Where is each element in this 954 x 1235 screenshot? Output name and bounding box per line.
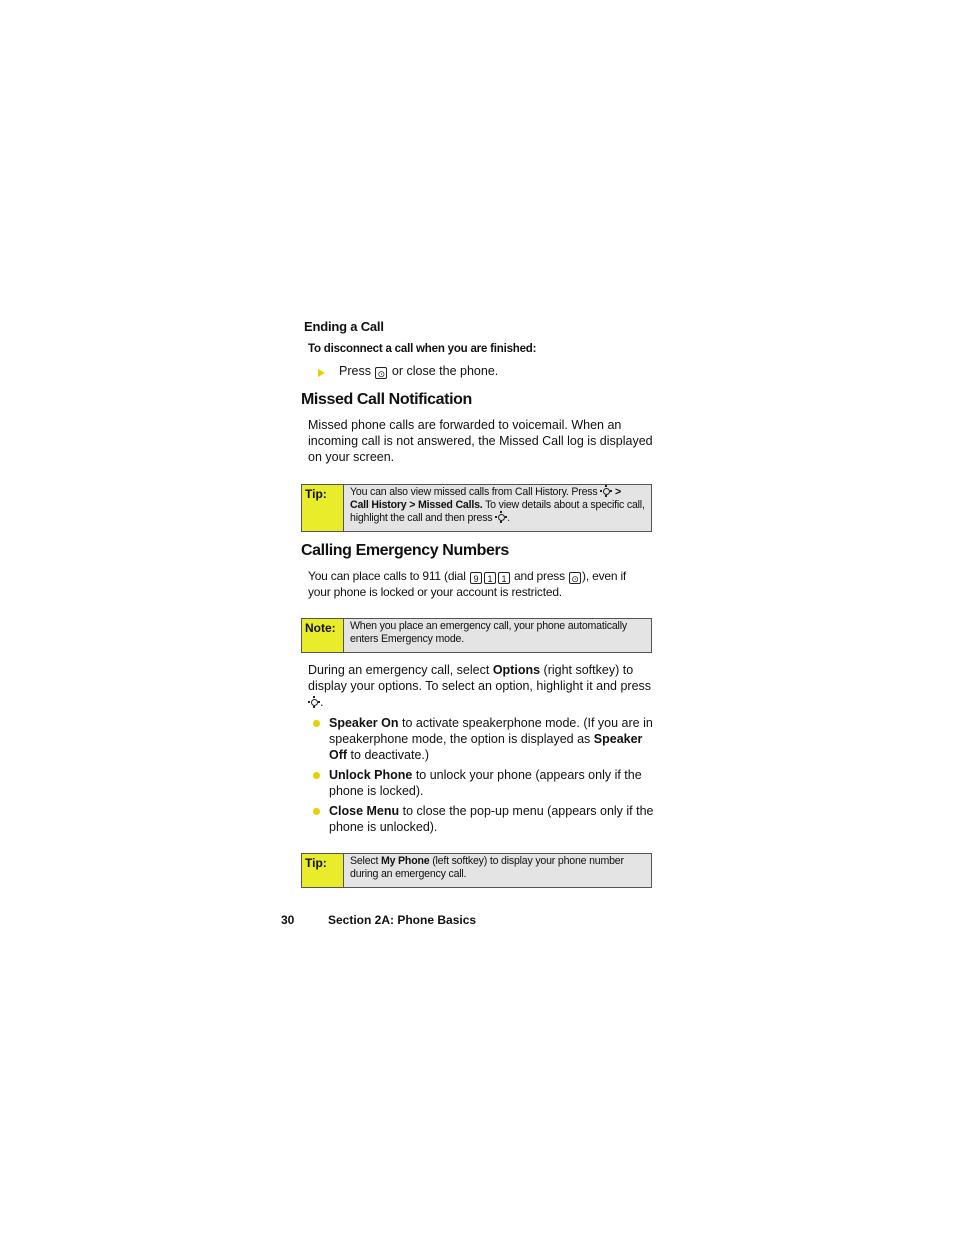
tip-my-phone: My Phone (381, 855, 430, 867)
bullet-text: to activate speakerphone mode. (If you are in speakerphone mode, the option is displayed as (329, 716, 653, 747)
note-content: When you place an emergency call, your phone automatically enters Emergency mode. (344, 619, 651, 652)
tip-call-history: Call History (350, 499, 407, 512)
bullet-icon (313, 772, 320, 779)
bullet-bold: Speaker On (329, 716, 399, 730)
page-number: 30 (281, 913, 295, 927)
key-1-icon: 1 (484, 572, 496, 584)
emergency-heading: Calling Emergency Numbers (301, 542, 509, 559)
missed-call-heading: Missed Call Notification (301, 391, 472, 408)
during-period: . (320, 695, 324, 710)
bullet-text-2: to deactivate.) (350, 748, 430, 763)
tip-label: Tip: (302, 854, 344, 887)
note-label: Note: (302, 619, 344, 652)
ending-call-heading: Ending a Call (304, 319, 384, 334)
emergency-body-end: ), even if (582, 569, 627, 583)
bullet-bold-2: Speaker Off (329, 732, 643, 763)
section-title: Section 2A: Phone Basics (328, 913, 477, 927)
navigation-key-icon (309, 697, 319, 707)
tip-gt-2: > (409, 499, 416, 512)
emergency-body-mid: and press (514, 569, 565, 583)
end-key-icon: ⊙ (375, 367, 387, 379)
bullet-unlock-phone (329, 767, 659, 799)
key-1-icon: 1 (498, 572, 510, 584)
emergency-tip-content (344, 854, 651, 887)
emergency-tip-box (301, 853, 652, 888)
bullet-bold: Close Menu (329, 804, 400, 818)
emergency-body-start: You can place calls to 911 (dial (308, 569, 466, 583)
emergency-body (308, 568, 668, 600)
tip-label: Tip: (302, 485, 344, 531)
tip-text-2: To view details about a specific call, (485, 499, 645, 512)
during-rest: (right softkey) to display your options. To select an option, highlight it and press (308, 663, 652, 694)
missed-tip-content (344, 485, 651, 531)
bullet-text: to unlock your phone (appears only if the phone is locked). (329, 768, 642, 799)
during-options: Options (492, 663, 541, 677)
tip-period: . (507, 512, 510, 525)
tip-text-1: You can also view missed calls from Call History. Press (350, 486, 598, 498)
missed-call-body: Missed phone calls are forwarded to voicemail. When an incoming call is not answered, the Missed Call log is displayed on your screen. (308, 418, 653, 465)
tip-missed-calls: Missed Calls. (417, 499, 483, 512)
bullet-icon (313, 720, 320, 727)
navigation-key-icon (601, 486, 611, 496)
bullet-speaker-on (329, 715, 659, 764)
tip-select: Select (350, 855, 379, 867)
tip-rest: (left softkey) to display your phone number during an emergency call. (350, 855, 624, 881)
tip-text-3: highlight the call and then press (350, 512, 493, 525)
send-key-icon: ⊙ (569, 572, 581, 584)
bullet-close-menu (329, 803, 659, 835)
bullet-bold: Unlock Phone (329, 768, 413, 782)
step-press-text: Press (339, 364, 371, 378)
bullet-icon (313, 808, 320, 815)
emergency-body-line2: your phone is locked or your account is restricted. (308, 585, 562, 600)
step-rest-text: or close the phone. (391, 364, 499, 378)
during-start: During an emergency call, select (308, 663, 490, 677)
navigation-key-icon (496, 512, 506, 522)
missed-tip-box (301, 484, 652, 532)
during-call-text (308, 662, 653, 711)
key-9-icon: 9 (470, 572, 482, 584)
tip-gt: > (614, 486, 621, 498)
bullet-text: to close the pop-up menu (appears only if the phone is unlocked). (329, 804, 654, 835)
ending-call-step (339, 363, 498, 379)
emergency-note-box (301, 618, 652, 653)
step-arrow-icon (318, 369, 325, 377)
ending-call-instruction: To disconnect a call when you are finished: (308, 343, 537, 355)
